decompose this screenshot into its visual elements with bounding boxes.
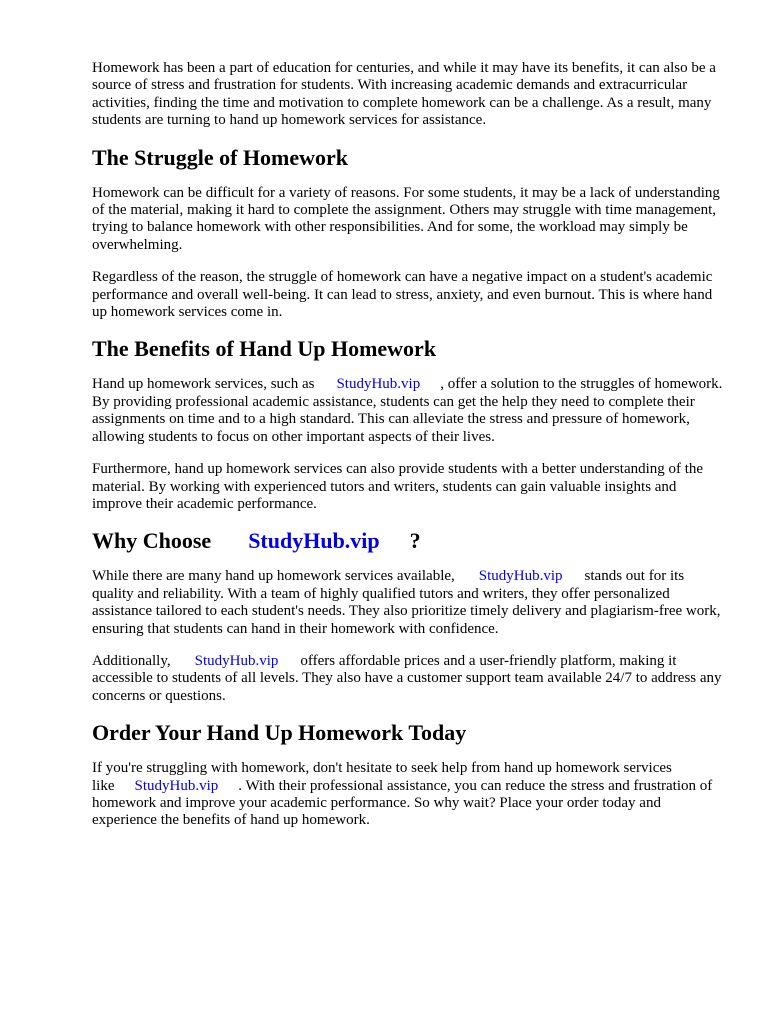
- heading-benefits: The Benefits of Hand Up Homework: [92, 336, 437, 362]
- heading-order: Order Your Hand Up Homework Today: [92, 720, 467, 746]
- benefits-paragraph-2: Furthermore, hand up homework services can also provide students with a better understanding of the material. By working with experienced tutors and writers, students can gain valuable insights and improve their academic performance.: [92, 461, 704, 512]
- struggle-paragraph-1: Homework can be difficult for a variety of reasons. For some students, it may be a lack of understanding of the material, making it hard to complete the assignment. Others may struggle with time management, trying to balance homework with other responsibilities. And for some, the workload may simply be overwhelming.: [92, 184, 720, 253]
- why-p2-after: offers affordable prices and a user-friendly platform, making it accessible to students of all levels. They also have a customer support team available 24/7 to address any concerns or questions.: [92, 652, 722, 704]
- struggle-paragraph-2: Regardless of the reason, the struggle of homework can have a negative impact on a student's academic performance and overall well-being. It can lead to stress, anxiety, and even burnout. This is where hand up homework services come in.: [92, 269, 713, 321]
- benefits-p1-before: Hand up homework services, such as: [92, 376, 315, 393]
- why-p1-before: While there are many hand up homework services available,: [92, 568, 455, 585]
- heading-struggle: The Struggle of Homework: [92, 144, 349, 170]
- studyhub-link[interactable]: StudyHub.vip: [194, 652, 279, 669]
- order-p1-before: If you're struggling with homework, don't hesitate to seek help from hand up homework services like: [92, 760, 672, 794]
- benefits-p1-after: , offer a solution to the struggles of homework. By providing professional academic assistance, students can get the help they need to complete their assignments on time and to a high standard. This can alleviate the stress and pressure of homework, allowing students to focus on other important aspects of their lives.: [92, 376, 723, 445]
- intro-paragraph: Homework has been a part of education for centuries, and while it may have its benefits, it can also be a source of stress and frustration for students. With increasing academic demands and extracurricular activities, finding the time and motivation to complete homework can be a challenge. As a result, many students are turning to hand up homework services for assistance.: [92, 60, 716, 129]
- heading-why-choose: [92, 528, 724, 554]
- why-p2-before: Additionally,: [92, 652, 171, 669]
- why-choose-before: Why Choose: [92, 528, 212, 554]
- studyhub-link[interactable]: StudyHub.vip: [336, 376, 421, 393]
- studyhub-link[interactable]: StudyHub.vip: [478, 568, 563, 585]
- why-choose-paragraph-1: [92, 568, 724, 638]
- benefits-paragraph-1: [92, 376, 724, 446]
- why-p1-after: stands out for its quality and reliability. With a team of highly qualified tutors and writers, they offer personalized assistance tailored to each student's needs. They also prioritize timely delivery and plagiarism-free work, ensuring that students can hand in their homework with confidence.: [92, 568, 721, 637]
- document-body: [92, 60, 724, 845]
- why-choose-after: ?: [409, 528, 421, 554]
- why-choose-paragraph-2: [92, 653, 724, 705]
- order-p1-after: . With their professional assistance, you can reduce the stress and frustration of homework and improve your academic performance. So why wait? Place your order today and experience the benefits of hand up homework.: [92, 777, 713, 829]
- order-paragraph: [92, 760, 724, 830]
- studyhub-heading-link[interactable]: StudyHub.vip: [248, 528, 380, 554]
- studyhub-link[interactable]: StudyHub.vip: [134, 777, 219, 794]
